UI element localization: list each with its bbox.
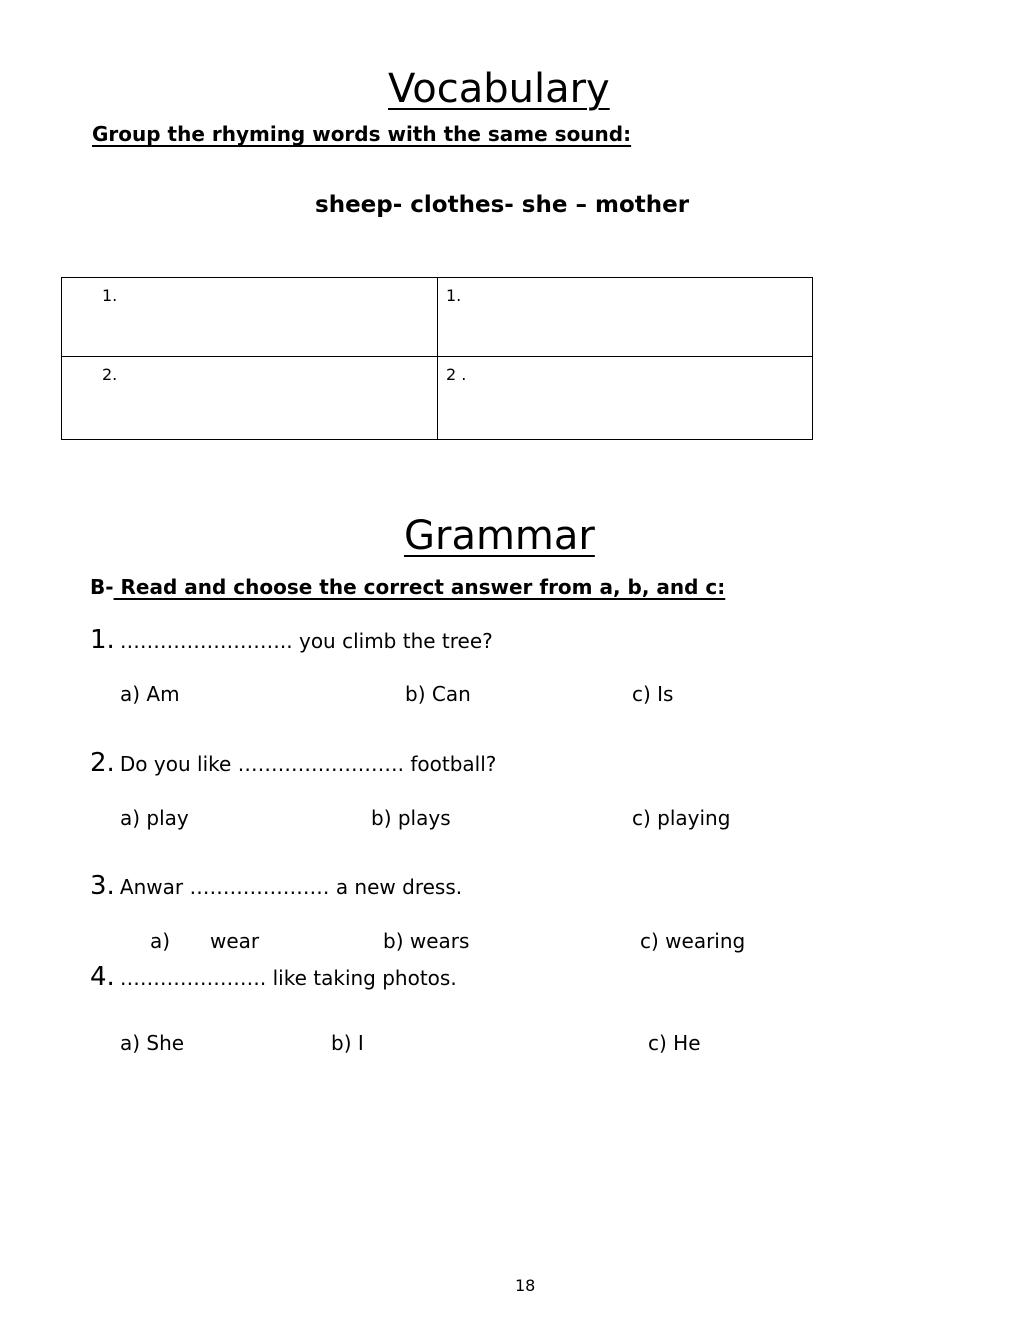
option-a[interactable]: wear [210,929,260,953]
question-2 [90,748,496,778]
table-row [62,357,813,440]
grammar-instruction-line [90,575,725,599]
table-cell[interactable] [62,357,438,440]
grammar-instruction: Read and choose the correct answer from a, b, and c: [113,575,726,599]
vocabulary-instruction: Group the rhyming words with the same sound: [92,122,632,146]
cell-number: 2. [102,365,118,384]
table-cell[interactable] [438,357,813,440]
question-number: 3. [90,871,115,901]
option-c[interactable]: c) playing [632,806,731,830]
question-text: Anwar ………………… a new dress. [119,875,463,899]
cell-number: 1. [446,286,462,305]
question-text: Do you like ……………………. football? [119,752,497,776]
option-b[interactable]: b) plays [371,806,451,830]
question-3 [90,871,462,901]
question-text: …………………….. you climb the tree? [119,629,493,653]
option-a[interactable]: a) She [120,1031,185,1055]
question-4 [90,962,457,992]
vocabulary-title: Vocabulary [388,66,610,112]
question-number: 4. [90,962,115,992]
option-b[interactable]: b) Can [405,682,471,706]
option-a[interactable]: a) Am [120,682,180,706]
option-c[interactable]: c) wearing [640,929,746,953]
question-text: …………………. like taking photos. [119,966,457,990]
table-cell[interactable] [62,278,438,357]
rhyming-words: sheep- clothes- she – mother [315,192,690,218]
page-number: 18 [515,1276,536,1295]
grammar-title: Grammar [404,513,595,559]
option-c[interactable]: c) Is [632,682,674,706]
cell-number: 2 . [446,365,467,384]
table-row [62,278,813,357]
question-number: 2. [90,748,115,778]
table-cell[interactable] [438,278,813,357]
option-a[interactable]: a) play [120,806,189,830]
option-b[interactable]: b) I [331,1031,364,1055]
option-b[interactable]: b) wears [383,929,470,953]
question-1 [90,625,493,655]
option-c[interactable]: c) He [648,1031,701,1055]
cell-number: 1. [102,286,118,305]
rhyming-table [61,277,813,440]
instruction-prefix: B- [90,575,114,599]
option-a-label[interactable]: a) [150,929,171,953]
question-number: 1. [90,625,115,655]
